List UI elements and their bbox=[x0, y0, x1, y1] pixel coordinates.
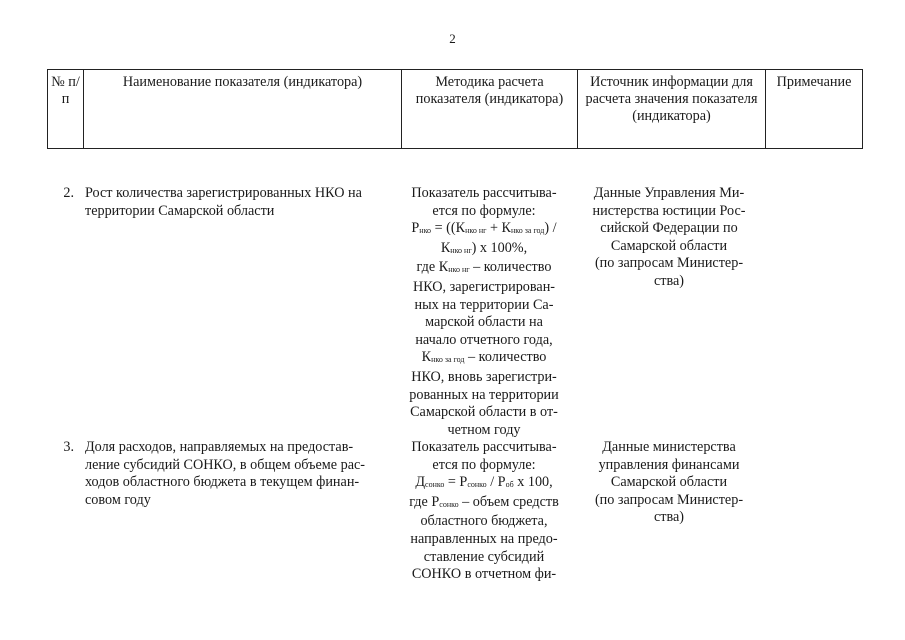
page-number: 2 bbox=[449, 31, 456, 46]
indicator-name: Доля расходов, направляемых на предостав- ление субсидий СОНКО, в общем объеме рас- ходов областного бюджета в текущем финан- совом году bbox=[85, 439, 366, 508]
header-method: Методика расчета показателя (индикатора) bbox=[402, 70, 578, 149]
table-header bbox=[47, 69, 863, 149]
header-name: Наименование показателя (индикатора) bbox=[84, 70, 402, 149]
header-note: Примечание bbox=[766, 70, 863, 149]
row-number: 3. bbox=[63, 439, 74, 455]
header-num: № п/п bbox=[48, 70, 84, 149]
indicator-name: Рост количества зарегистрированных НКО на территории Самарской области bbox=[85, 185, 362, 219]
header-source: Источник информации для расчета значения показателя (индикатора) bbox=[578, 70, 766, 149]
information-source: Данные Управления Ми- нистерства юстиции Рос- сийской Федерации по Самарской области (по запросам Министер- ства) bbox=[592, 185, 746, 289]
row-number: 2. bbox=[63, 185, 74, 201]
calculation-method: Показатель рассчитыва- ется по формуле: $Р_{нко} = ((К_{нко нг} + К_{нко за год})$ / $К_{нко нг}$) x 100%, где $К_{нко нг}$ – количество НКО, зарегистрирован- ных на территории Са- марской области на начало отчетного года, $К_{нко за год}$ – количество НКО, вновь зарегистри- рованных на территории Самарской области в от- четном году bbox=[409, 185, 559, 438]
calculation-method: Показатель рассчитыва- ется по формуле: $Д_{сонко} = Р_{сонко} / Р_{об}$ x 100, где $Р_{сонко}$ – объем средств областного бюджета, направленных на предо- ставление субсидий СОНКО в отчетном фи- bbox=[409, 439, 559, 583]
information-source: Данные министерства управления финансами Самарской области (по запросам Министер- ства) bbox=[594, 439, 744, 526]
